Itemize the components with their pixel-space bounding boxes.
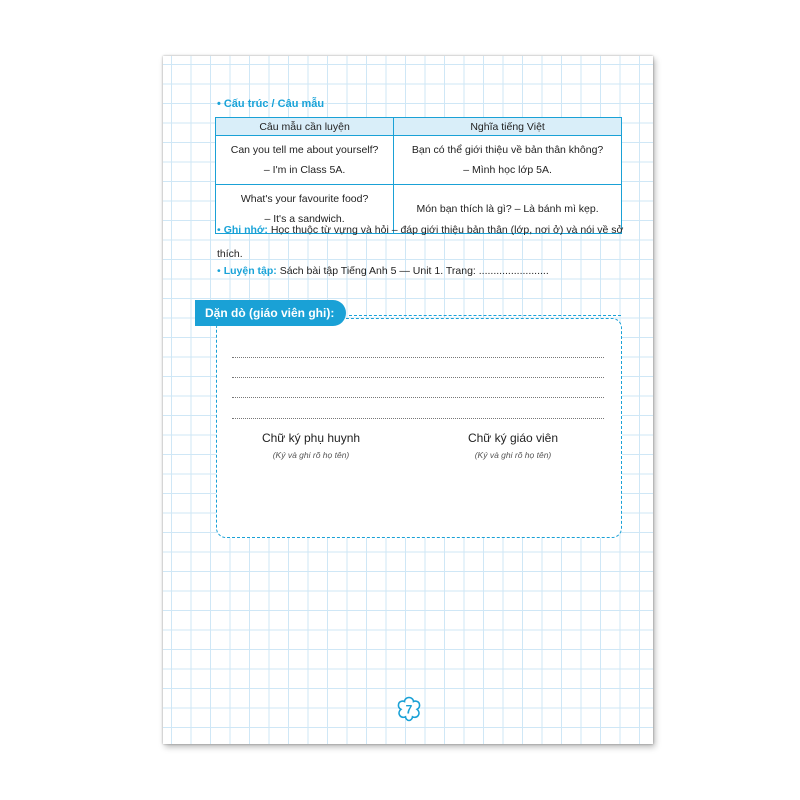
practice-line [217, 259, 627, 283]
practice-text: Sách bài tập Tiếng Anh 5 — Unit 1. Trang: ........................ [279, 265, 549, 277]
writing-line[interactable] [232, 357, 604, 358]
table-header-vietnamese: Nghĩa tiếng Việt [394, 118, 622, 136]
parent-signature-label: Chữ ký phụ huynh [261, 431, 361, 445]
sentence-pattern-table [215, 117, 622, 234]
teacher-notes-title: Dặn dò (giáo viên ghi): [195, 300, 346, 326]
teacher-notes-box [216, 318, 622, 538]
table-header-english: Câu mẫu cần luyện [216, 118, 394, 136]
table-row [216, 136, 622, 185]
box-top-divider [349, 315, 621, 316]
bullet-icon: • [217, 98, 221, 110]
note-text: Học thuộc từ vựng và hỏi – đáp giới thiệu bản thân (lớp, nơi ở) và nói về sở thích. [217, 224, 624, 260]
table-cell-english: What's your favourite food? – It's a sandwich. [216, 185, 394, 234]
parent-signature-note: (Ký và ghi rõ họ tên) [272, 450, 350, 460]
bullet-icon: • [217, 224, 221, 236]
writing-line[interactable] [232, 418, 604, 419]
practice-label: Luyện tập: [223, 265, 277, 277]
page-number-flower-icon [394, 694, 424, 724]
table-cell-vietnamese: Món bạn thích là gì? – Là bánh mì kẹp. [394, 185, 622, 234]
section-heading: • Cấu trúc / Câu mẫu [217, 98, 325, 110]
table-cell-english: Can you tell me about yourself? – I'm in Class 5A. [216, 136, 394, 185]
table-cell-vietnamese: Bạn có thể giới thiệu về bản thân không? – Mình học lớp 5A. [394, 136, 622, 185]
teacher-signature-label: Chữ ký giáo viên [467, 431, 559, 445]
page-number: 7 [405, 702, 413, 717]
writing-line[interactable] [232, 377, 604, 378]
writing-line[interactable] [232, 397, 604, 398]
table-header-row [216, 118, 622, 136]
teacher-signature-note: (Ký và ghi rõ họ tên) [474, 450, 552, 460]
workbook-page [163, 56, 653, 744]
bullet-icon: • [217, 265, 221, 277]
note-label: Ghi nhớ: [223, 224, 268, 236]
